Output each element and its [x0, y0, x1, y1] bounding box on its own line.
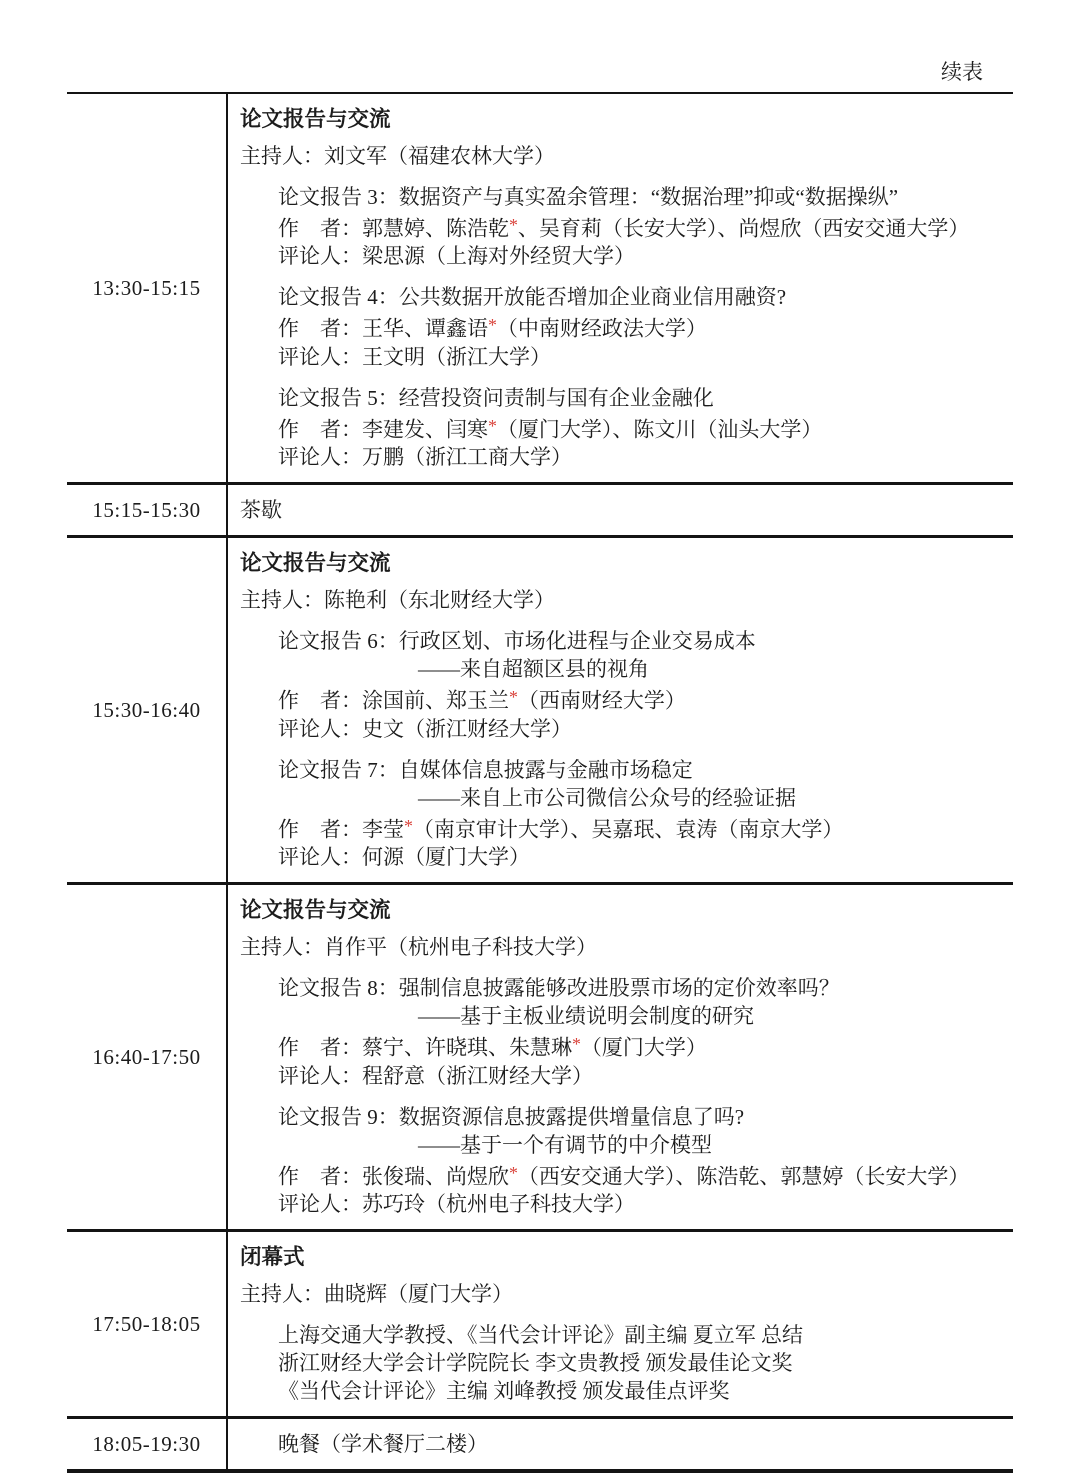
paper-discussant: 评论人：史文（浙江财经大学）	[278, 716, 572, 741]
paper-7	[240, 756, 1005, 871]
authors-text: （厦门大学）	[580, 1035, 707, 1060]
authors-text: 作 者：李莹	[278, 817, 404, 842]
authors-text: 作 者：王华、谭鑫语	[278, 316, 488, 341]
authors-text: （厦门大学）、陈文川（汕头大学）	[496, 417, 823, 442]
paper-5	[240, 384, 1005, 471]
session-host: 主持人：陈艳利（东北财经大学）	[240, 588, 555, 613]
corresponding-author-star: *	[509, 215, 518, 235]
session-header: 论文报告与交流	[240, 551, 391, 576]
time-slot: 17:50-18:05	[67, 1232, 228, 1416]
session-row-afternoon-3	[67, 882, 1013, 1229]
tea-break-content	[228, 485, 1013, 535]
session-content	[228, 538, 1013, 882]
corresponding-author-star: *	[488, 315, 497, 336]
authors-text: 、吴育莉（长安大学）、尚煜欣（西安交通大学）	[517, 216, 970, 241]
session-host: 主持人：曲晓辉（厦门大学）	[240, 1282, 513, 1307]
paper-title: 论文报告 3：数据资产与真实盈余管理：“数据治理”抑或“数据操纵”	[278, 185, 899, 209]
paper-authors	[278, 683, 1005, 714]
paper-discussant: 评论人：程舒意（浙江财经大学）	[278, 1063, 593, 1088]
corresponding-author-star: *	[404, 815, 413, 836]
paper-discussant: 评论人：何源（厦门大学）	[278, 845, 530, 870]
paper-discussant: 评论人：梁思源（上海对外经贸大学）	[278, 244, 635, 269]
authors-text: （南京审计大学）、吴嘉珉、袁涛（南京大学）	[412, 817, 844, 842]
time-slot: 18:05-19:30	[67, 1419, 228, 1469]
dinner-row	[67, 1416, 1013, 1469]
paper-title: 论文报告 4：公共数据开放能否增加企业商业信用融资?	[278, 285, 787, 310]
session-row-afternoon-2	[67, 535, 1013, 882]
paper-subtitle: ——来自上市公司微信公众号的经验证据	[418, 785, 796, 810]
closing-ceremony-row	[67, 1229, 1013, 1416]
time-slot: 15:30-16:40	[67, 538, 228, 882]
paper-discussant: 评论人：万鹏（浙江工商大学）	[278, 445, 572, 470]
paper-title: 论文报告 9：数据资源信息披露提供增量信息了吗?	[278, 1104, 745, 1129]
corresponding-author-star: *	[509, 687, 518, 708]
corresponding-author-star: *	[572, 1034, 581, 1055]
paper-authors	[278, 311, 1005, 342]
authors-text: （西安交通大学）、陈浩乾、郭慧婷（长安大学）	[517, 1164, 970, 1189]
paper-subtitle: ——基于一个有调节的中介模型	[418, 1132, 712, 1157]
session-header: 论文报告与交流	[240, 898, 391, 923]
authors-text: 作 者：蔡宁、许晓琪、朱慧琳	[278, 1035, 572, 1060]
paper-authors	[278, 1030, 1005, 1061]
authors-text: 作 者：张俊瑞、尚煜欣	[278, 1164, 509, 1189]
tea-break-row	[67, 482, 1013, 535]
dinner-content	[228, 1419, 1013, 1469]
session-content	[228, 94, 1013, 482]
closing-line: 浙江财经大学会计学院院长 李文贵教授 颁发最佳论文奖	[278, 1351, 793, 1376]
authors-text: 作 者：郭慧婷、陈浩乾	[278, 216, 509, 241]
conference-schedule-page	[67, 0, 1013, 1473]
closing-content	[228, 1232, 1013, 1416]
corresponding-author-star: *	[509, 1162, 518, 1183]
session-host: 主持人：刘文军（福建农林大学）	[240, 144, 555, 168]
time-slot: 15:15-15:30	[67, 485, 228, 535]
continued-table-label: 续表	[941, 60, 983, 84]
authors-text: （西南财经大学）	[517, 688, 686, 713]
paper-6	[240, 627, 1005, 742]
paper-title: 论文报告 8：强制信息披露能够改进股票市场的定价效率吗？	[278, 976, 840, 1001]
closing-line: 上海交通大学教授、《当代会计评论》副主编 夏立军 总结	[278, 1323, 803, 1348]
paper-title: 论文报告 7：自媒体信息披露与金融市场稳定	[278, 757, 693, 782]
paper-authors	[278, 1159, 1005, 1190]
paper-9	[240, 1103, 1005, 1218]
session-content	[228, 885, 1013, 1229]
paper-title: 论文报告 5：经营投资问责制与国有企业金融化	[278, 385, 714, 410]
time-slot: 13:30-15:15	[67, 94, 228, 482]
paper-3	[240, 183, 1005, 270]
paper-authors	[278, 211, 1005, 242]
time-slot: 16:40-17:50	[67, 885, 228, 1229]
authors-text: 作 者：涂国前、郑玉兰	[278, 688, 509, 713]
dinner-label: 晚餐（学术餐厅二楼）	[278, 1432, 488, 1457]
paper-subtitle: ——来自超额区县的视角	[418, 657, 649, 682]
authors-text: 作 者：李建发、闫寒	[278, 417, 488, 442]
schedule-table	[67, 92, 1013, 1473]
authors-text: （中南财经政法大学）	[496, 316, 707, 341]
session-host: 主持人：肖作平（杭州电子科技大学）	[240, 935, 597, 960]
paper-discussant: 评论人：苏巧玲（杭州电子科技大学）	[278, 1192, 635, 1217]
paper-subtitle: ——基于主板业绩说明会制度的研究	[418, 1004, 754, 1029]
paper-authors	[278, 812, 1005, 843]
paper-8	[240, 974, 1005, 1089]
session-header: 论文报告与交流	[240, 107, 391, 131]
closing-detail-lines	[240, 1321, 1005, 1405]
paper-title: 论文报告 6：行政区划、市场化进程与企业交易成本	[278, 629, 756, 654]
paper-authors	[278, 412, 1005, 443]
corresponding-author-star: *	[488, 415, 497, 436]
paper-4	[240, 283, 1005, 370]
tea-break-label: 茶歇	[240, 498, 282, 523]
session-row-afternoon-1	[67, 94, 1013, 482]
paper-discussant: 评论人：王文明（浙江大学）	[278, 344, 551, 369]
session-header: 闭幕式	[240, 1245, 305, 1270]
closing-line: 《当代会计评论》主编 刘峰教授 颁发最佳点评奖	[278, 1379, 730, 1404]
